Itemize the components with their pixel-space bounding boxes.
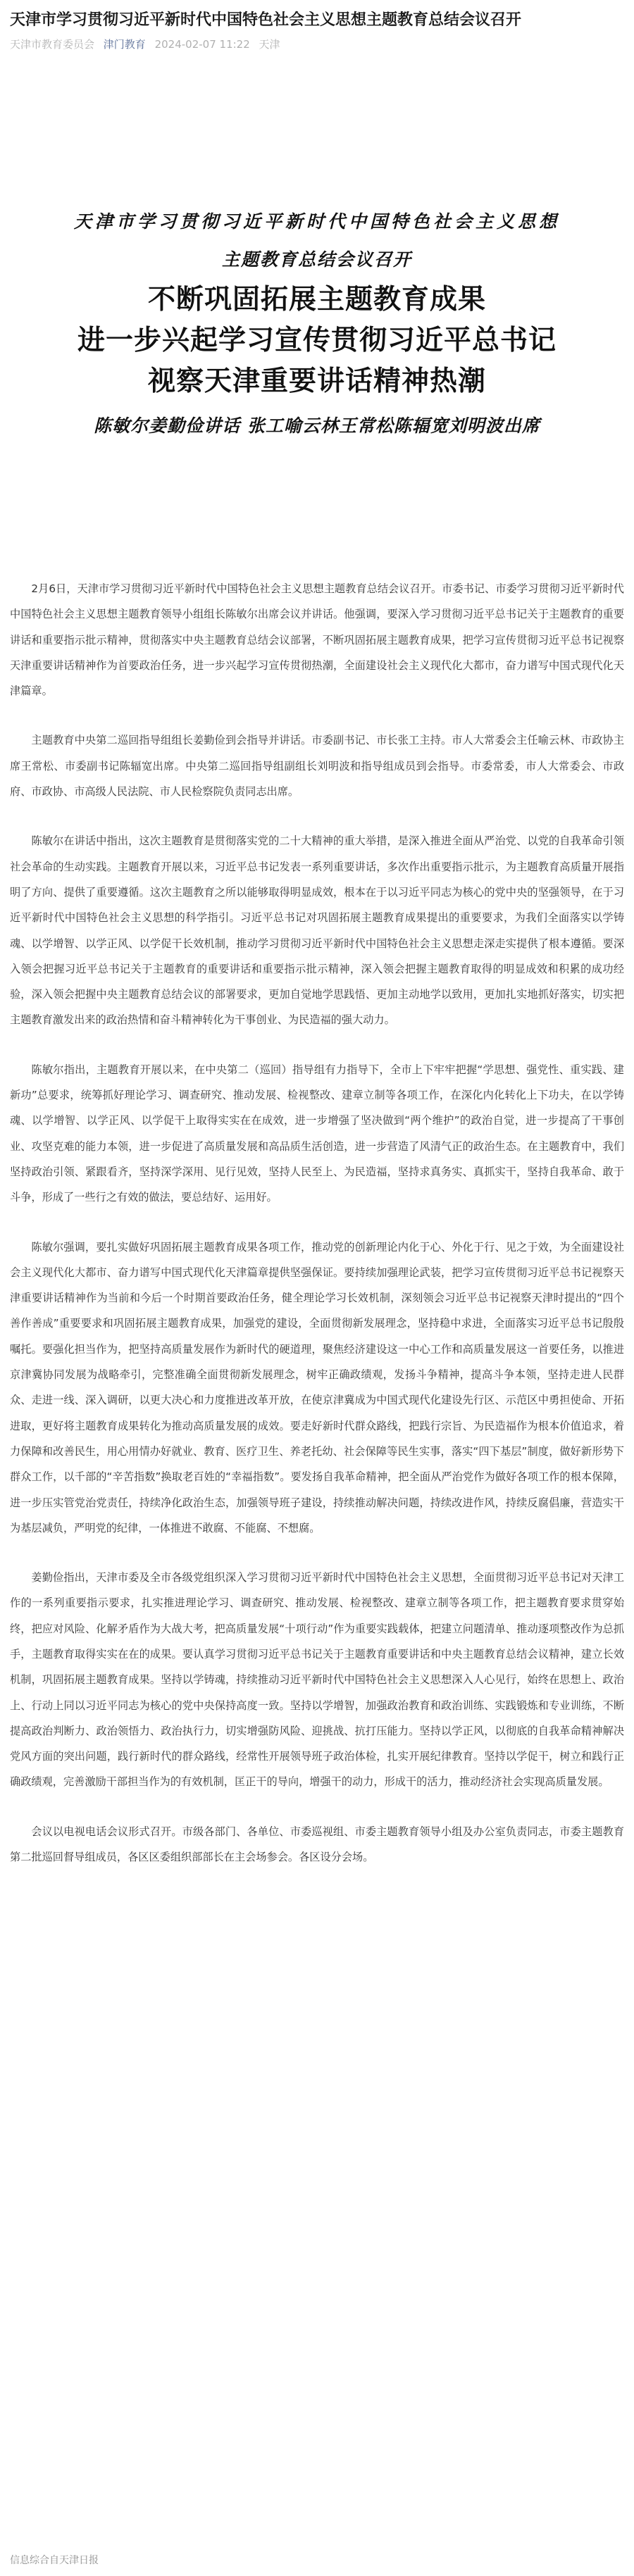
paragraph: 2月6日，天津市学习贯彻习近平新时代中国特色社会主义思想主题教育总结会议召开。市委书记、市委学习贯彻习近平新时代中国特色社会主义思想主题教育领导小组组长陈敏尔出席会议并讲话。他强调，要深入学习贯彻习近平总书记关于主题教育的重要讲话和重要指示批示精神，贯彻落实中央主题教育总结会议部署，不断巩固拓展主题教育成果，把学习宣传贯彻习近平总书记视察天津重要讲话精神作为首要政治任务，进一步兴起学习宣传贯彻热潮，全面建设社会主义现代化大都市，奋力谱写中国式现代化天津篇章。 bbox=[10, 582, 624, 698]
article-body bbox=[0, 445, 634, 1870]
headline-byline: 陈敏尔姜勤俭讲话 张工喻云林王常松陈辐宽刘明波出席 bbox=[94, 415, 540, 436]
headline-main-line-1: 不断巩固拓展主题教育成果 bbox=[147, 283, 486, 315]
publish-location: 天津 bbox=[259, 38, 280, 51]
paragraph: 陈敏尔指出，主题教育开展以来，在中央第二（巡回）指导组有力指导下，全市上下牢牢把握“学思想、强党性、重实践、建新功”总要求，统筹抓好理论学习、调查研究、推动发展、检视整改、建章立制等各项工作，在深化内化转化上下功夫，在以学铸魂、以学增智、以学正风、以学促干上取得实实在在成效，进一步增强了坚决做到“两个维护”的政治自觉，进一步提高了干事创业、攻坚克难的能力本领，进一步促进了高质量发展和高品质生活创造，进一步营造了风清气正的政治生态。在主题教育中，我们坚持政治引领、紧跟看齐，坚持深学深用、见行见效，坚持人民至上、为民造福，坚持求真务实、真抓实干，坚持自我革命、敢于斗争，形成了一些行之有效的做法，要总结好、运用好。 bbox=[10, 1063, 624, 1204]
paragraph: 姜勤俭指出，天津市委及全市各级党组织深入学习贯彻习近平新时代中国特色社会主义思想，全面贯彻习近平总书记对天津工作的一系列重要指示要求，扎实推进理论学习、调查研究、推动发展、检视整改、建章立制等各项工作，把主题教育要求贯穿始终，把应对风险、化解矛盾作为大战大考，把高质量发展“十项行动”作为重要实践载体，把建立问题清单、推动逐项整改作为总抓手，主题教育取得实实在在的成果。要认真学习贯彻习近平总书记关于主题教育重要讲话和中央主题教育总结会议精神，建立长效机制，巩固拓展主题教育成果。坚持以学铸魂，持续推动习近平新时代中国特色社会主义思想深入人心见行，始终在思想上、政治上、行动上同以习近平同志为核心的党中央保持高度一致。坚持以学增智，加强政治教育和政治训练、实践锻炼和专业训练，不断提高政治判断力、政治领悟力、政治执行力，切实增强防风险、迎挑战、抗打压能力。坚持以学正风，以彻底的自我革命精神解决党风方面的突出问题，践行新时代的群众路线，经常性开展领导班子政治体检，扎实开展纪律教育。坚持以学促干，树立和践行正确政绩观，完善激励干部担当作为的有效机制，匡正干的导向，增强干的动力，形成干的活力，推动经济社会实现高质量发展。 bbox=[10, 1571, 624, 1789]
headline-block bbox=[0, 54, 634, 445]
source-name: 天津市教育委员会 bbox=[10, 38, 95, 51]
headline-main-line-2: 进一步兴起学习宣传贯彻习近平总书记 bbox=[77, 324, 557, 356]
publish-datetime: 2024-02-07 11:22 bbox=[154, 38, 250, 51]
source-note: 信息综合自天津日报 bbox=[10, 2555, 99, 2566]
headline-main-line-3: 视察天津重要讲话精神热潮 bbox=[147, 365, 486, 397]
article-meta bbox=[0, 31, 634, 54]
paragraph: 陈敏尔强调，要扎实做好巩固拓展主题教育成果各项工作，推动党的创新理论内化于心、外化于行、见之于效，为全面建设社会主义现代化大都市、奋力谱写中国式现代化天津篇章提供坚强保证。要持续加强理论武装，把学习宣传贯彻习近平总书记视察天津重要讲话精神作为当前和今后一个时期首要政治任务，健全理论学习长效机制，深刻领会习近平总书记视察天津时提出的“四个善作善成”重要要求和巩固拓展主题教育成果，加强党的建设，全面贯彻新发展理念，坚持稳中求进，全面落实习近平总书记殷殷嘱托。要强化担当作为，把坚持高质量发展作为新时代的硬道理，聚焦经济建设这一中心工作和高质量发展这一首要任务，以推进京津冀协同发展为战略牵引，完整准确全面贯彻新发展理念，树牢正确政绩观，发扬斗争精神，提高斗争本领，坚持走进人民群众、走进一线、深入调研，以更大决心和力度推进改革开放，在使京津冀成为中国式现代化建设先行区、示范区中勇担使命、开拓进取，更好将主题教育成果转化为推动高质量发展的成效。要走好新时代群众路线，把践行宗旨、为民造福作为根本价值追求，着力保障和改善民生，用心用情办好就业、教育、医疗卫生、养老托幼、社会保障等民生实事，落实“四下基层”制度，做好新形势下群众工作，以千部的“辛苦指数”换取老百姓的“幸福指数”。要发扬自我革命精神，把全面从严治党作为做好各项工作的根本保障，进一步压实管党治党责任，持续净化政治生态，加强领导班子建设，持续推动解决问题，持续改进作风，持续反腐倡廉，营造实干为基层减负，严明党的纪律，一体推进不敢腐、不能腐、不想腐。 bbox=[10, 1240, 624, 1534]
paragraph: 主题教育中央第二巡回指导组组长姜勤俭到会指导并讲话。市委副书记、市长张工主持。市人大常委会主任喻云林、市政协主席王常松、市委副书记陈辐宽出席。中央第二巡回指导组副组长刘明波和指导组成员到会指导。市委常委，市人大常委会、市政府、市政协、市高级人民法院、市人民检察院负责同志出席。 bbox=[10, 734, 624, 799]
paragraph: 陈敏尔在讲话中指出，这次主题教育是贯彻落实党的二十大精神的重大举措，是深入推进全面从严治党、以党的自我革命引领社会革命的生动实践。主题教育开展以来，习近平总书记发表一系列重要讲话，多次作出重要指示批示，为主题教育高质量开展指明了方向、提供了重要遵循。这次主题教育之所以能够取得明显成效，根本在于以习近平同志为核心的党中央的坚强领导，在于习近平新时代中国特色社会主义思想的科学指引。习近平总书记对巩固拓展主题教育成果提出的重要要求，为我们全面落实以学铸魂、以学增智、以学正风、以学促干长效机制，推动学习贯彻习近平新时代中国特色社会主义思想走深走实提供了根本遵循。要深入领会把握习近平总书记关于主题教育的重要讲话和重要指示批示精神，深入领会把握主题教育取得的明显成效和积累的成功经验，深入领会把握中央主题教育总结会议的部署要求，更加自觉地学思践悟、更加主动地学以致用，更加扎实地抓好落实，切实把主题教育激发出来的政治热情和奋斗精神转化为干事创业、为民造福的强大动力。 bbox=[10, 834, 624, 1027]
headline-intro-line-2: 主题教育总结会议召开 bbox=[221, 249, 412, 270]
headline-intro-line-1: 天津市学习贯彻习近平新时代中国特色社会主义思想 bbox=[73, 211, 560, 232]
account-link[interactable]: 津门教育 bbox=[103, 38, 146, 51]
article-title: 天津市学习贯彻习近平新时代中国特色社会主义思想主题教育总结会议召开 bbox=[10, 11, 522, 29]
paragraph: 会议以电视电话会议形式召开。市级各部门、各单位、市委巡视组、市委主题教育领导小组及办公室负责同志，市委主题教育第二批巡回督导组成员，各区区委组织部部长在主会场参会。各区设分会场。 bbox=[10, 1825, 624, 1864]
